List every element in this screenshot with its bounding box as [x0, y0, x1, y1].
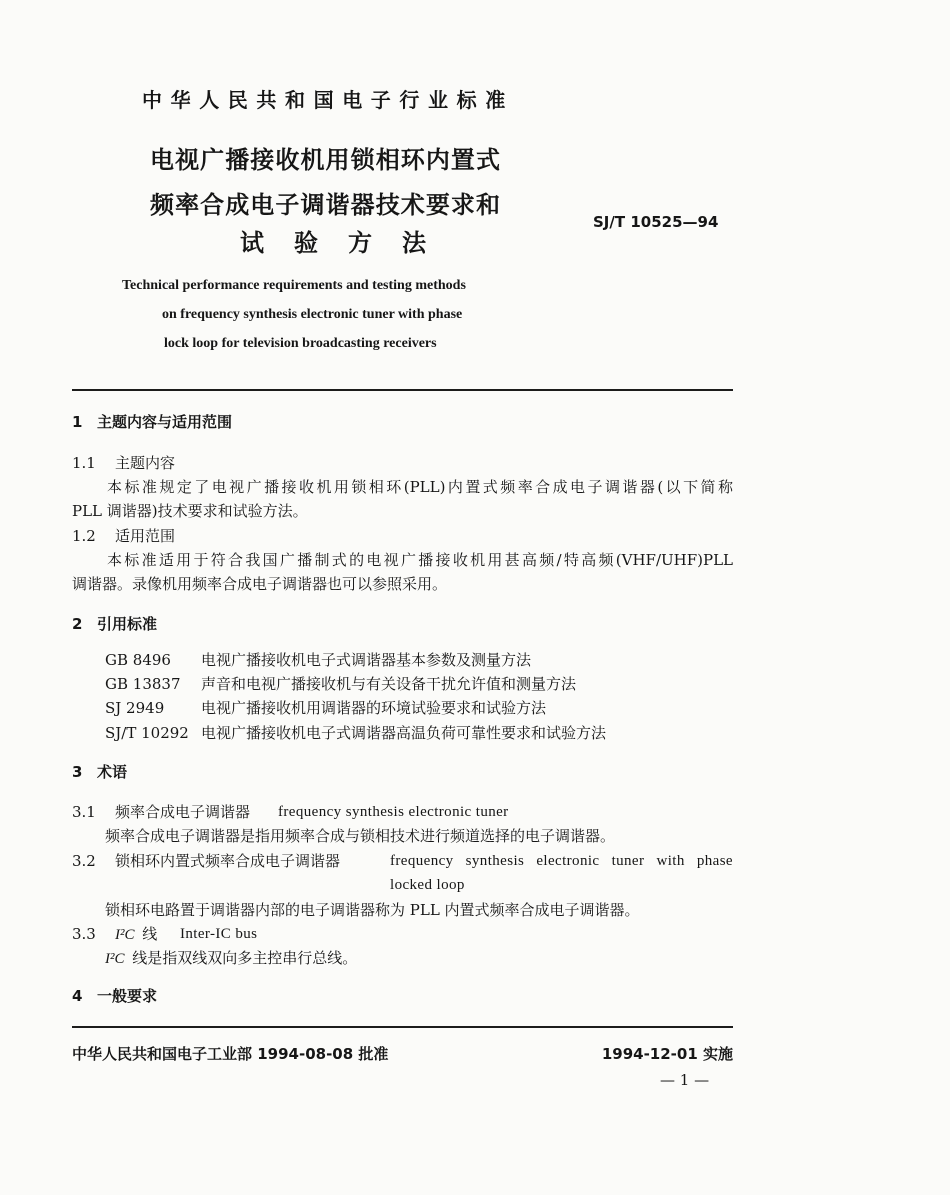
reference-title: 电视广播接收机电子式调谐器基本参数及测量方法 — [201, 651, 532, 669]
title-line-3: 试验方法 — [240, 229, 456, 257]
section-1-title: 主题内容与适用范围 — [97, 413, 233, 431]
section-2-title: 引用标准 — [97, 615, 158, 633]
term-3-1-name: 频率合成电子调谐器 — [115, 803, 251, 821]
section-4-title: 一般要求 — [97, 987, 158, 1005]
english-title-line-3: lock loop for television broadcasting receivers — [164, 336, 437, 351]
term-3-2-name: 锁相环内置式频率合成电子调谐器 — [115, 852, 341, 870]
reference-code: GB 13837 — [105, 675, 181, 693]
section-1-1-text-line-1: 本标准规定了电视广播接收机用锁相环(PLL)内置式频率合成电子调谐器(以下简称 — [107, 478, 733, 496]
reference-code: GB 8496 — [105, 651, 171, 669]
reference-title: 电视广播接收机电子式调谐器高温负荷可靠性要求和试验方法 — [201, 724, 607, 742]
term-3-3-definition — [105, 948, 357, 969]
reference-code: SJ 2949 — [105, 699, 165, 717]
english-title-line-1: Technical performance requirements and testing methods — [122, 278, 466, 293]
term-3-3-abbr: I²C — [115, 927, 135, 943]
term-3-1-english: frequency synthesis electronic tuner — [278, 804, 509, 820]
section-1-2-text-line-2: 调谐器。录像机用频率合成电子调谐器也可以参照采用。 — [72, 575, 448, 593]
standard-category-header: 中华人民共和国电子行业标准 — [142, 88, 514, 112]
section-1-number: 1 — [72, 413, 83, 431]
effective-date: 1994-12-01 实施 — [601, 1045, 733, 1063]
term-3-3-english: Inter-IC bus — [180, 926, 258, 942]
footer-divider — [72, 1026, 733, 1028]
section-1-2-title: 适用范围 — [115, 527, 176, 545]
section-1-1-title: 主题内容 — [115, 454, 176, 472]
section-1-2-number: 1.2 — [72, 527, 96, 545]
term-3-3-definition-abbr: I²C — [105, 951, 125, 967]
section-1-1-number: 1.1 — [72, 454, 96, 472]
term-3-1-number: 3.1 — [72, 803, 96, 821]
page-number: — 1 — — [660, 1071, 710, 1089]
section-1-1-text-line-2: PLL 调谐器)技术要求和试验方法。 — [72, 502, 308, 520]
reference-title: 声音和电视广播接收机与有关设备干扰允许值和测量方法 — [201, 675, 577, 693]
english-title-line-2: on frequency synthesis electronic tuner with phase — [162, 307, 463, 322]
header-divider — [72, 389, 733, 391]
title-line-1: 电视广播接收机用锁相环内置式 — [150, 146, 500, 174]
title-line-2: 频率合成电子调谐器技术要求和 — [150, 191, 500, 219]
section-3-number: 3 — [72, 763, 83, 781]
reference-code: SJ/T 10292 — [105, 724, 189, 742]
term-3-3-number: 3.3 — [72, 925, 96, 943]
section-4-number: 4 — [72, 987, 83, 1005]
term-3-1-definition: 频率合成电子调谐器是指用频率合成与锁相技术进行频道选择的电子调谐器。 — [105, 827, 616, 845]
term-3-3-definition-text: 线是指双线双向多主控串行总线。 — [132, 949, 358, 967]
standard-code: SJ/T 10525—94 — [593, 213, 719, 231]
section-3-title: 术语 — [97, 763, 128, 781]
section-2-number: 2 — [72, 615, 83, 633]
term-3-3-name — [115, 924, 157, 945]
term-3-2-english-line-1: frequency synthesis electronic tuner with phase — [390, 853, 733, 869]
term-3-2-number: 3.2 — [72, 852, 96, 870]
term-3-3-suffix: 线 — [142, 925, 158, 943]
term-3-2-definition: 锁相环电路置于调谐器内部的电子调谐器称为 PLL 内置式频率合成电子调谐器。 — [105, 901, 640, 919]
section-1-2-text-line-1: 本标准适用于符合我国广播制式的电视广播接收机用甚高频/特高频(VHF/UHF)PLL — [107, 551, 733, 569]
reference-title: 电视广播接收机用调谐器的环境试验要求和试验方法 — [201, 699, 547, 717]
term-3-2-english-line-2: locked loop — [390, 877, 465, 893]
approval-statement: 中华人民共和国电子工业部 1994-08-08 批准 — [72, 1045, 389, 1063]
